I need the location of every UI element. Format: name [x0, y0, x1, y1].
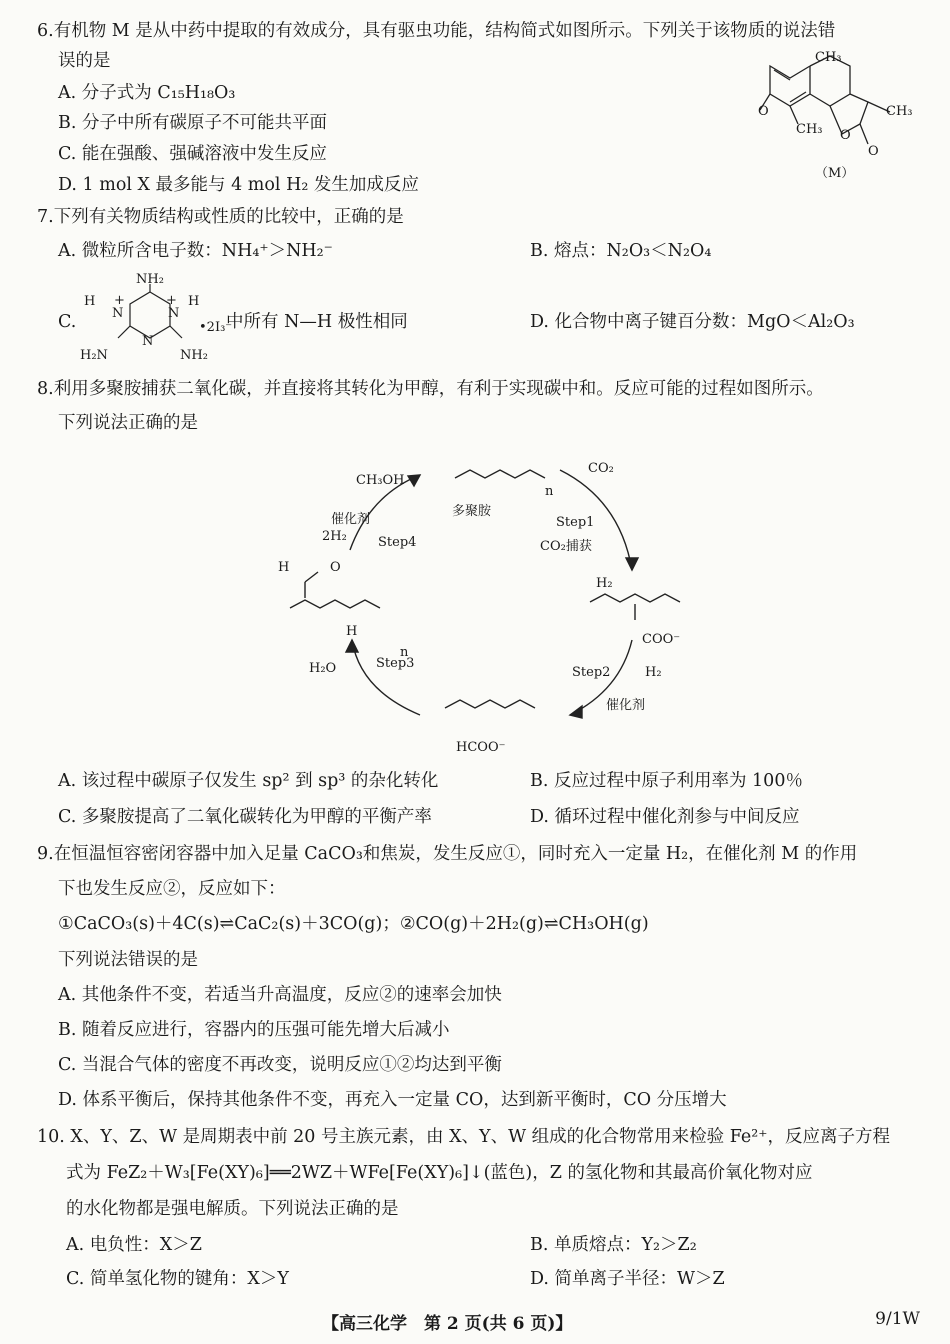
q8-stem-line2: 下列说法正确的是 — [58, 413, 198, 433]
q10-stem-line1: 10. X、Y、Z、W 是周期表中前 20 号主族元素，由 X、Y、W 组成的化合物常用来检验 Fe²⁺，反应离子方程 — [37, 1127, 890, 1147]
q7-fig-nh2-bl: H₂N — [80, 348, 108, 363]
q7-fig-h2: H — [188, 294, 200, 309]
q8-fig-coo: COO⁻ — [642, 632, 681, 647]
q8-fig-h2o: H₂O — [309, 661, 337, 676]
q7-option-a: A. 微粒所含电子数：NH₄⁺＞NH₂⁻ — [58, 241, 333, 261]
q7-option-d: D. 化合物中离子键百分数：MgO＜Al₂O₃ — [530, 312, 855, 332]
q8-fig-n-left: n — [400, 645, 409, 660]
q9-option-d: D. 体系平衡后，保持其他条件不变，再充入一定量 CO，达到新平衡时，CO 分压增大 — [58, 1090, 727, 1110]
q10-option-d: D. 简单离子半径：W＞Z — [530, 1269, 725, 1289]
q7-fig-nh2-top: NH₂ — [136, 272, 164, 287]
q10-option-b: B. 单质熔点：Y₂＞Z₂ — [530, 1235, 697, 1255]
q7-fig-h1: H — [84, 294, 96, 309]
q7-option-c-prefix: C. — [58, 312, 77, 332]
q6-fig-o2: O — [840, 128, 851, 143]
q10-option-c: C. 简单氢化物的键角：X＞Y — [66, 1269, 289, 1289]
q8-fig-h-left: H — [346, 624, 358, 639]
q9-option-b: B. 随着反应进行，容器内的压强可能先增大后减小 — [58, 1020, 450, 1040]
q8-fig-step4: Step4 — [378, 535, 417, 550]
q8-fig-o-aldehyde: O — [330, 560, 341, 575]
q9-equation: ①CaCO₃(s)＋4C(s)⇌CaC₂(s)＋3CO(g)；②CO(g)＋2H₂(g)⇌CH₃OH(g) — [58, 914, 649, 934]
q9-option-c: C. 当混合气体的密度不再改变，说明反应①②均达到平衡 — [58, 1055, 502, 1075]
q10-option-a: A. 电负性：X＞Z — [66, 1235, 202, 1255]
q8-cycle-diagram — [260, 440, 700, 770]
q8-fig-hcoo: HCOO⁻ — [456, 740, 506, 755]
q7-fig-nh2-br: NH₂ — [180, 348, 208, 363]
q8-fig-step1: Step1 — [556, 515, 595, 530]
q7-option-c-suffix: 中所有 N—H 极性相同 — [226, 312, 408, 332]
q8-fig-cat-left: 催化剂 — [331, 512, 371, 527]
q8-fig-h2-right: H₂ — [645, 665, 662, 680]
q9-option-a: A. 其他条件不变，若适当升高温度，反应②的速率会加快 — [58, 985, 502, 1005]
q6-fig-ch3-top: CH₃ — [815, 50, 842, 65]
q6-option-a: A. 分子式为 C₁₅H₁₈O₃ — [58, 83, 236, 103]
q8-option-d: D. 循环过程中催化剂参与中间反应 — [530, 807, 800, 827]
q8-fig-n-top: n — [545, 484, 554, 499]
q7-fig-n1: N — [112, 306, 124, 321]
q7-option-b: B. 熔点：N₂O₃＜N₂O₄ — [530, 241, 712, 261]
q8-option-c: C. 多聚胺提高了二氧化碳转化为甲醇的平衡产率 — [58, 807, 432, 827]
q6-fig-ch3-right: CH₃ — [886, 104, 913, 119]
q8-fig-polyamine: 多聚胺 — [452, 504, 492, 519]
q6-fig-label: （M） — [815, 166, 855, 181]
q8-fig-h2-left: 2H₂ — [322, 529, 347, 544]
q7-stem: 7.下列有关物质结构或性质的比较中，正确的是 — [37, 207, 404, 227]
q8-option-a: A. 该过程中碳原子仅发生 sp² 到 sp³ 的杂化转化 — [58, 771, 439, 791]
q6-option-c: C. 能在强酸、强碱溶液中发生反应 — [58, 144, 327, 164]
q9-stem-line2: 下也发生反应②，反应如下： — [58, 879, 286, 899]
q8-fig-ch3oh: CH₃OH — [356, 473, 405, 488]
q8-stem-line1: 8.利用多聚胺捕获二氧化碳，并直接将其转化为甲醇，有利于实现碳中和。反应可能的过程如图所示。 — [37, 379, 824, 399]
q7-fig-plus1: + — [114, 293, 125, 308]
q6-option-b: B. 分子中所有碳原子不可能共平面 — [58, 113, 327, 133]
q8-fig-cat-right: 催化剂 — [606, 698, 646, 713]
q7-fig-i3: •2I₃⁻ — [199, 320, 233, 335]
q8-fig-step3: Step3 — [376, 656, 415, 671]
q10-stem-line2: 式为 FeZ₂＋W₃[Fe(XY)₆]══2WZ＋WFe[Fe(XY)₆]↓(蓝色)，Z 的氢化物和其最高价氧化物对应 — [66, 1163, 813, 1183]
q8-fig-h-aldehyde: H — [278, 560, 290, 575]
q9-stem-line1: 9.在恒温恒容密闭容器中加入足量 CaCO₃和焦炭，发生反应①，同时充入一定量 H₂，在催化剂 M 的作用 — [37, 844, 858, 864]
page-code: 9/1W — [875, 1309, 920, 1329]
q8-fig-co2: CO₂ — [588, 461, 614, 476]
q8-option-b: B. 反应过程中原子利用率为 100％ — [530, 771, 803, 791]
q6-fig-ch3-bottom: CH₃ — [796, 122, 823, 137]
q9-stem-line3: 下列说法错误的是 — [58, 950, 198, 970]
page-footer: 【高三化学 第 2 页(共 6 页)】 — [322, 1314, 573, 1334]
q8-fig-step2: Step2 — [572, 665, 611, 680]
q10-stem-line3: 的水化物都是强电解质。下列说法正确的是 — [66, 1199, 399, 1219]
q6-fig-o3: O — [868, 144, 879, 159]
q6-fig-o1: O — [758, 104, 769, 119]
q8-fig-step1b: CO₂捕获 — [540, 539, 592, 554]
q6-option-d: D. 1 mol X 最多能与 4 mol H₂ 发生加成反应 — [58, 175, 419, 195]
q7-fig-plus2: + — [166, 293, 177, 308]
q6-stem-line1: 6.有机物 M 是从中药中提取的有效成分，具有驱虫功能，结构简式如图所示。下列关于该物质的说法错 — [37, 21, 836, 41]
q6-stem-line2: 误的是 — [58, 51, 111, 71]
q7-fig-n3: N — [142, 334, 154, 349]
q8-fig-h2-right-polymer: H₂ — [596, 576, 613, 591]
q7-fig-n2: N — [168, 306, 180, 321]
